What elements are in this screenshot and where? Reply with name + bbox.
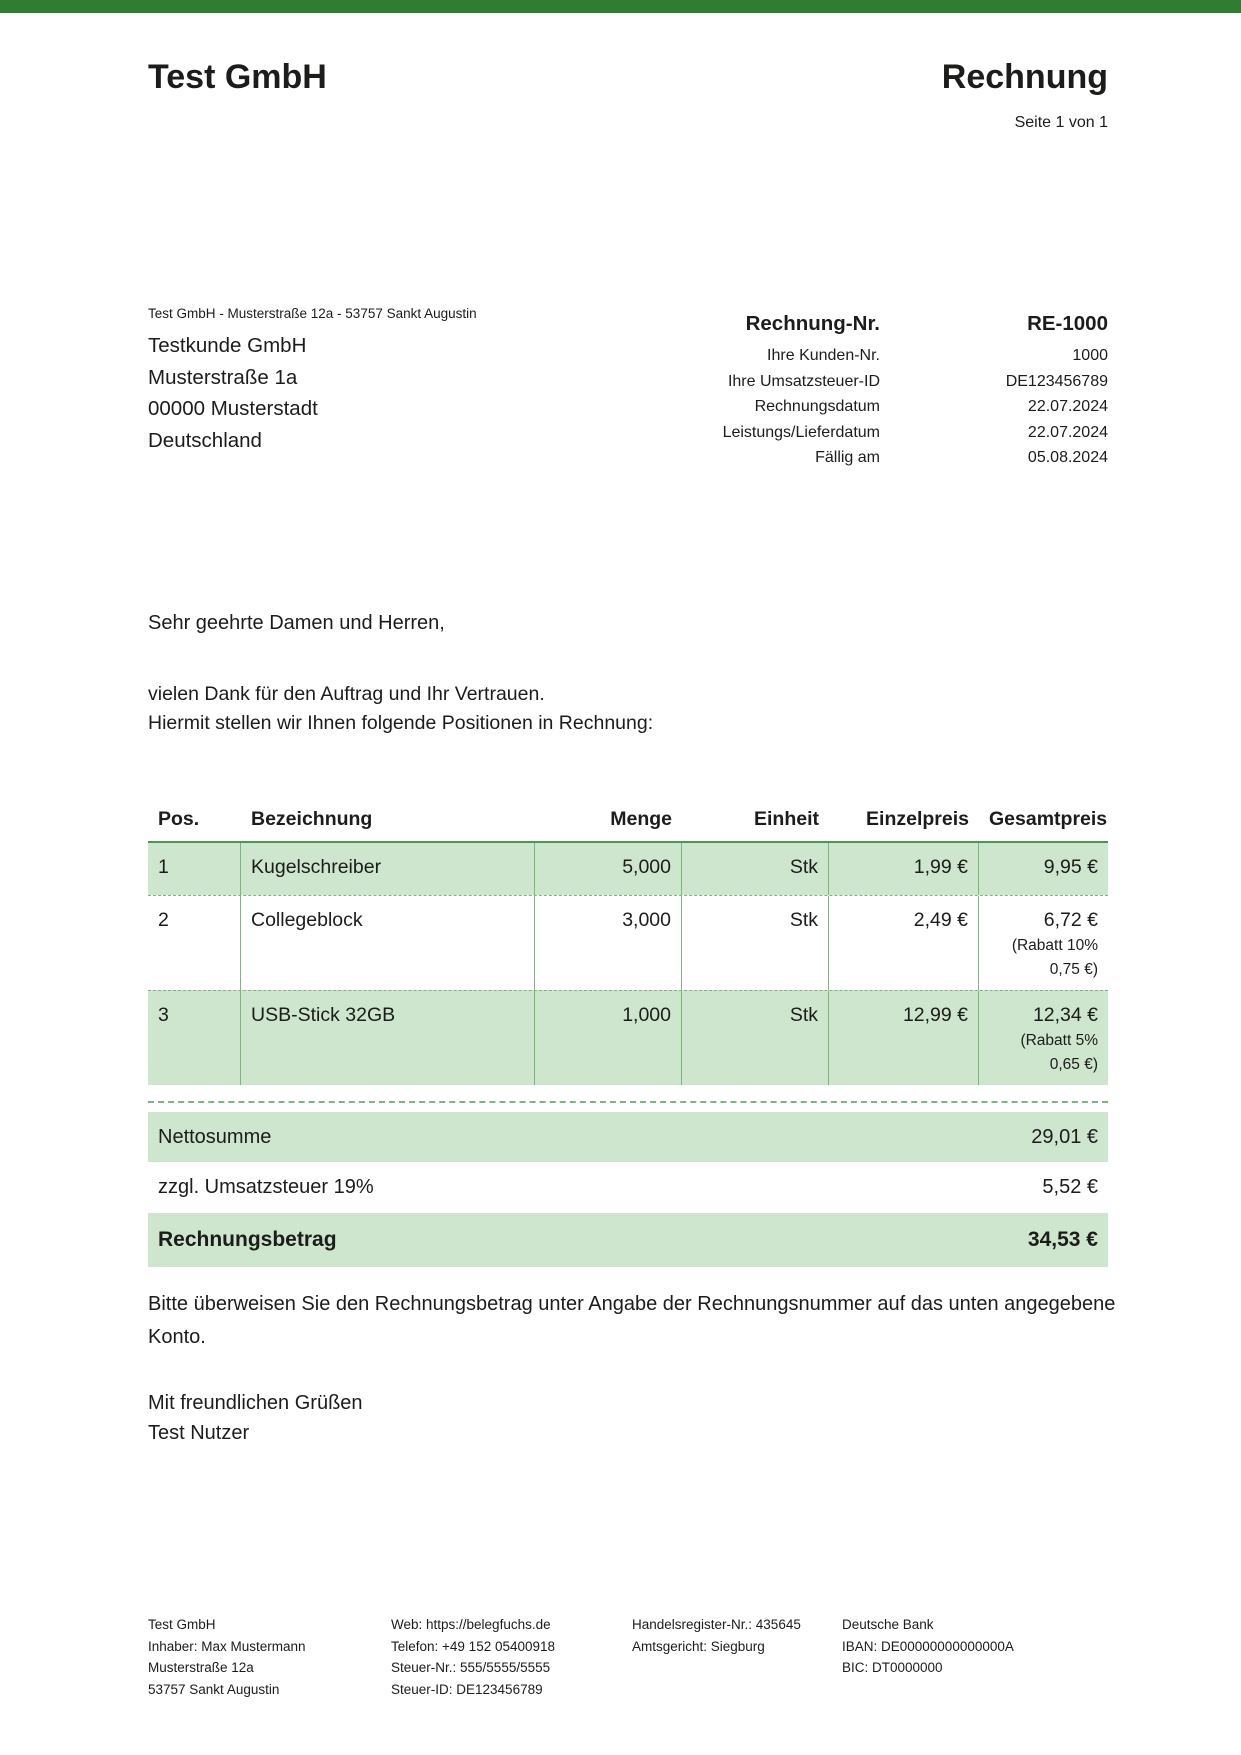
- grand-total-row: [148, 1213, 1108, 1267]
- cell-description: Collegeblock: [241, 896, 535, 990]
- column-header-quantity: Menge: [610, 808, 672, 830]
- column-header-unit-price: Einzelpreis: [866, 808, 969, 830]
- intro-line: Hiermit stellen wir Ihnen folgende Positionen in Rechnung:: [148, 712, 654, 734]
- recipient-name: Testkunde GmbH: [148, 334, 307, 357]
- table-bottom-divider: [148, 1101, 1108, 1103]
- footer-line: Telefon: +49 152 05400918: [391, 1638, 556, 1654]
- discount-amount: 0,75 €): [1049, 961, 1098, 978]
- intro-paragraph: [148, 680, 653, 738]
- footer-registry-column: [632, 1614, 842, 1700]
- cell-total-price: 9,95 €: [1043, 856, 1098, 878]
- discount-amount: 0,65 €): [1049, 1056, 1098, 1073]
- payment-instructions: [148, 1288, 1115, 1354]
- company-name: Test GmbH: [148, 58, 327, 96]
- meta-row-invoice-number: [648, 309, 1108, 339]
- meta-label: Rechnung-Nr.: [745, 312, 880, 335]
- footer: [148, 1614, 1108, 1700]
- cell-total-price: [979, 991, 1108, 1085]
- cell-pos: 3: [148, 991, 241, 1085]
- cell-unit: Stk: [682, 896, 829, 990]
- footer-contact-column: [391, 1614, 632, 1700]
- vat-row: [148, 1162, 1108, 1213]
- net-total-label: Nettosumme: [158, 1125, 272, 1148]
- meta-value: 22.07.2024: [1027, 398, 1108, 415]
- total-amount: 6,72 €: [1043, 909, 1098, 931]
- meta-row-invoice-date: [648, 394, 1108, 420]
- footer-line: BIC: DT0000000: [842, 1660, 943, 1675]
- closing-phrase: Mit freundlichen Grüßen: [148, 1392, 363, 1414]
- column-header-unit: Einheit: [753, 808, 819, 830]
- cell-unit-price: 1,99 €: [829, 843, 979, 895]
- footer-line: Inhaber: Max Mustermann: [148, 1638, 306, 1654]
- payment-instructions-line: Bitte überweisen Sie den Rechnungsbetrag unter Angabe der Rechnungsnummer auf das unten angegebene: [148, 1293, 1116, 1315]
- table-row: [148, 895, 1108, 990]
- footer-line: Web: https://belegfuchs.de: [391, 1617, 551, 1632]
- payment-instructions-line: Konto.: [148, 1326, 206, 1348]
- invoice-meta: [648, 309, 1108, 471]
- recipient-street: Musterstraße 1a: [148, 365, 298, 389]
- signer-name: Test Nutzer: [148, 1422, 250, 1444]
- cell-pos: 2: [148, 896, 241, 990]
- meta-label: Fällig am: [815, 449, 880, 466]
- footer-bank-column: [842, 1614, 1108, 1700]
- footer-line: Steuer-ID: DE123456789: [391, 1681, 543, 1697]
- meta-row-due-date: [648, 445, 1108, 471]
- meta-label: Rechnungsdatum: [754, 398, 880, 415]
- discount-note: (Rabatt 5%: [1020, 1032, 1098, 1049]
- meta-label: Ihre Kunden-Nr.: [767, 347, 880, 364]
- footer-line: Musterstraße 12a: [148, 1660, 254, 1675]
- intro-line: vielen Dank für den Auftrag und Ihr Vertrauen.: [148, 683, 545, 705]
- vat-value: 5,52 €: [1042, 1176, 1098, 1198]
- cell-description: Kugelschreiber: [241, 843, 535, 895]
- footer-line: Test GmbH: [148, 1617, 216, 1632]
- cell-total-price: [979, 896, 1108, 990]
- meta-row-delivery-date: [648, 420, 1108, 446]
- footer-line: Steuer-Nr.: 555/5555/5555: [391, 1660, 551, 1675]
- net-total-row: [148, 1112, 1108, 1162]
- discount-note: (Rabatt 10%: [1011, 937, 1098, 954]
- recipient-city: 00000 Musterstadt: [148, 397, 318, 420]
- grand-total-value: 34,53 €: [1027, 1228, 1098, 1251]
- line-items-table: [148, 795, 1108, 1085]
- meta-value: DE123456789: [1005, 372, 1108, 390]
- table-body: [148, 841, 1108, 1085]
- total-amount: 12,34 €: [1032, 1004, 1098, 1026]
- footer-line: Amtsgericht: Siegburg: [632, 1638, 765, 1654]
- meta-value: 1000: [1072, 347, 1108, 364]
- meta-value: RE-1000: [1027, 312, 1108, 335]
- table-header-row: [148, 795, 1108, 841]
- brand-top-bar: [0, 0, 1241, 13]
- footer-line: Deutsche Bank: [842, 1617, 934, 1632]
- footer-line: 53757 Sankt Augustin: [148, 1681, 280, 1697]
- table-row: [148, 990, 1108, 1085]
- footer-line: IBAN: DE00000000000000A: [842, 1638, 1014, 1654]
- grand-total-label: Rechnungsbetrag: [158, 1228, 337, 1251]
- column-header-description: Bezeichnung: [251, 808, 373, 830]
- meta-row-customer-number: [648, 343, 1108, 369]
- recipient-address: [148, 330, 318, 456]
- meta-value: 05.08.2024: [1027, 449, 1108, 466]
- net-total-value: 29,01 €: [1031, 1125, 1098, 1148]
- cell-unit: Stk: [682, 991, 829, 1085]
- cell-unit: Stk: [682, 843, 829, 895]
- closing-signature: [148, 1388, 363, 1448]
- meta-label: Leistungs/Lieferdatum: [722, 423, 880, 441]
- cell-quantity: 1,000: [535, 991, 682, 1085]
- cell-unit-price: 2,49 €: [829, 896, 979, 990]
- footer-line: Handelsregister-Nr.: 435645: [632, 1617, 801, 1632]
- footer-company-column: [148, 1614, 391, 1700]
- cell-pos: 1: [148, 843, 241, 895]
- recipient-country: Deutschland: [148, 428, 262, 452]
- cell-quantity: 3,000: [535, 896, 682, 990]
- table-row: [148, 843, 1108, 895]
- page-number: Seite 1 von 1: [1014, 114, 1108, 131]
- column-header-total-price: Gesamtpreis: [989, 808, 1108, 830]
- document-title: Rechnung: [941, 58, 1108, 96]
- meta-label: Ihre Umsatzsteuer-ID: [727, 372, 880, 390]
- cell-unit-price: 12,99 €: [829, 991, 979, 1085]
- salutation: Sehr geehrte Damen und Herren,: [148, 612, 445, 634]
- vat-label: zzgl. Umsatzsteuer 19%: [158, 1176, 374, 1198]
- column-header-pos: Pos.: [158, 808, 200, 830]
- cell-quantity: 5,000: [535, 843, 682, 895]
- cell-description: USB-Stick 32GB: [241, 991, 535, 1085]
- meta-row-vat-id: [648, 369, 1108, 395]
- meta-value: 22.07.2024: [1027, 423, 1108, 441]
- sender-return-address: Test GmbH - Musterstraße 12a - 53757 Sankt Augustin: [148, 306, 477, 321]
